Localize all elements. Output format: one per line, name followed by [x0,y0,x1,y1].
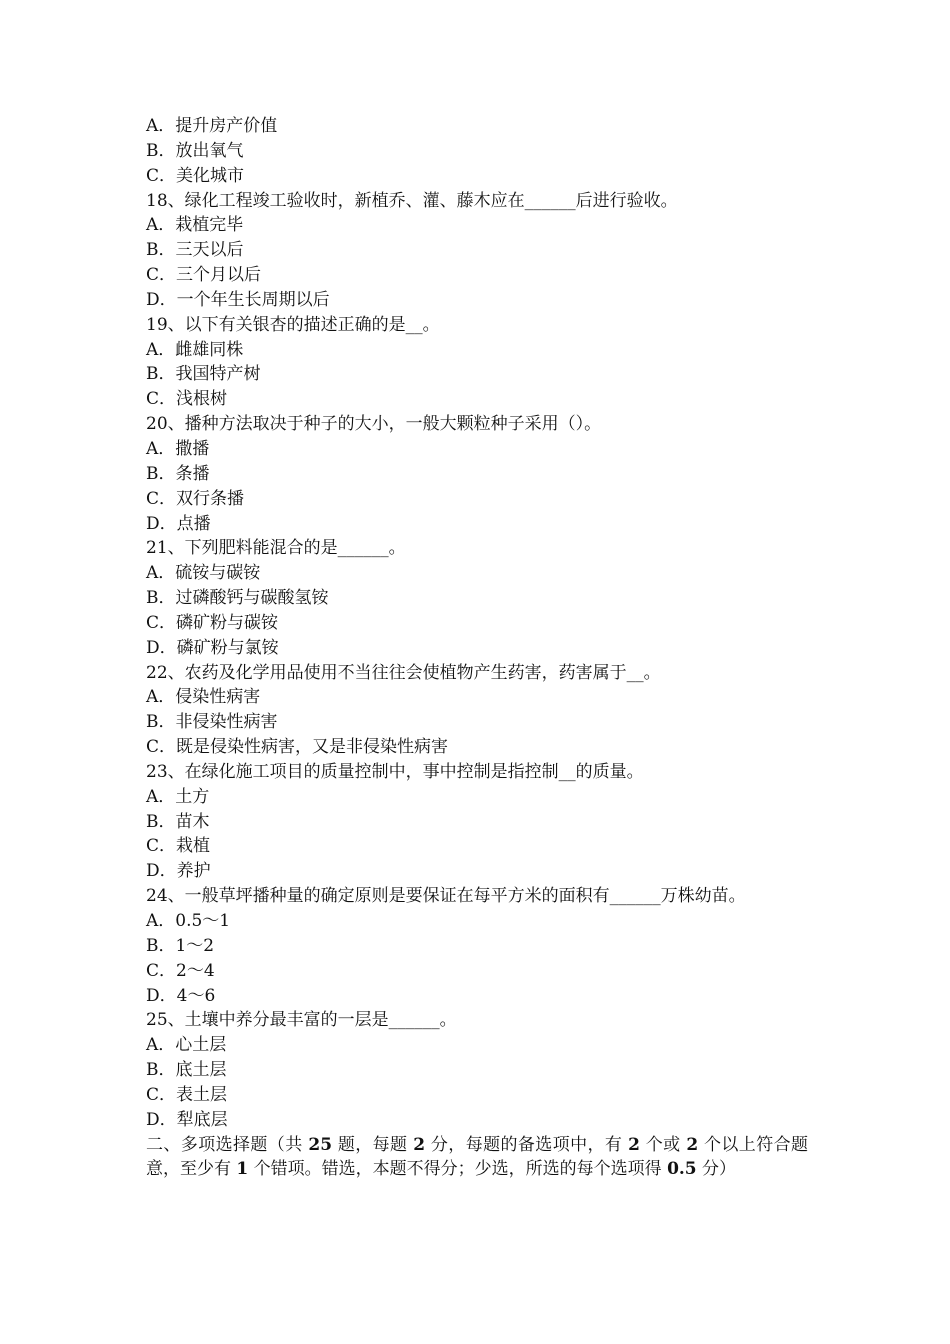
option-line: D．犁底层 [146,1109,228,1130]
option-line: C．2～4 [146,960,215,981]
option-line: C．浅根树 [146,389,228,410]
option-line: A．雌雄同株 [146,339,244,360]
option-line: C．磷矿粉与碳铵 [146,612,279,633]
option-line: A．心土层 [146,1035,227,1056]
question-line: 20、播种方法取决于种子的大小，一般大颗粒种子采用（）。 [146,414,602,435]
question-line: 21、下列肥料能混合的是______。 [146,538,406,559]
option-line: B．放出氧气 [146,140,244,161]
question-line: 24、一般草坪播种量的确定原则是要保证在每平方米的面积有______万株幼苗。 [146,886,746,907]
option-line: A．0.5～1 [146,911,231,931]
option-line: B．非侵染性病害 [146,712,278,733]
option-line: A．栽植完毕 [146,215,244,236]
option-line: C．栽植 [146,836,211,857]
option-line: B．条播 [146,463,210,484]
option-line: D．养护 [146,861,211,882]
option-line: A．侵染性病害 [146,687,261,708]
option-line: B．苗木 [146,811,210,832]
option-line: D．4～6 [146,985,216,1006]
option-line: C．三个月以后 [146,265,262,286]
option-line: C．美化城市 [146,165,245,186]
option-line: B．底土层 [146,1060,227,1081]
option-line: A．撒播 [146,438,210,459]
option-line: A．硫铵与碳铵 [146,563,261,584]
option-line: C．既是侵染性病害，又是非侵染性病害 [146,737,449,758]
option-line: D．点播 [146,513,211,534]
question-line: 23、在绿化施工项目的质量控制中，事中控制是指控制__的质量。 [146,761,644,782]
option-line: C．表土层 [146,1084,228,1105]
question-line: 18、绿化工程竣工验收时，新植乔、灌、藤木应在______后进行验收。 [146,190,678,211]
document-page [146,114,816,1182]
option-line: D．磷矿粉与氯铵 [146,637,279,658]
option-line: B．1～2 [146,935,215,956]
option-line: C．双行条播 [146,488,245,509]
option-line: D．一个年生长周期以后 [146,289,330,310]
question-line: 25、土壤中养分最丰富的一层是______。 [146,1010,457,1031]
question-line: 22、农药及化学用品使用不当往往会使植物产生药害，药害属于__。 [146,662,661,683]
option-line: B．我国特产树 [146,364,261,385]
option-line: B．过磷酸钙与碳酸氢铵 [146,588,329,609]
question-line: 19、以下有关银杏的描述正确的是__。 [146,314,440,335]
section-heading-multiple-choice: 二、多项选择题（共 25 题，每题 2 分，每题的备选项中，有 2 个或 2 个以上符合题意，至少有 1 个错项。错选，本题不得分；少选，所选的每个选项得 0.5 分） [146,1134,808,1180]
option-line: A．土方 [146,786,210,807]
option-line: B．三天以后 [146,240,244,261]
option-line: A．提升房产价值 [146,116,278,136]
